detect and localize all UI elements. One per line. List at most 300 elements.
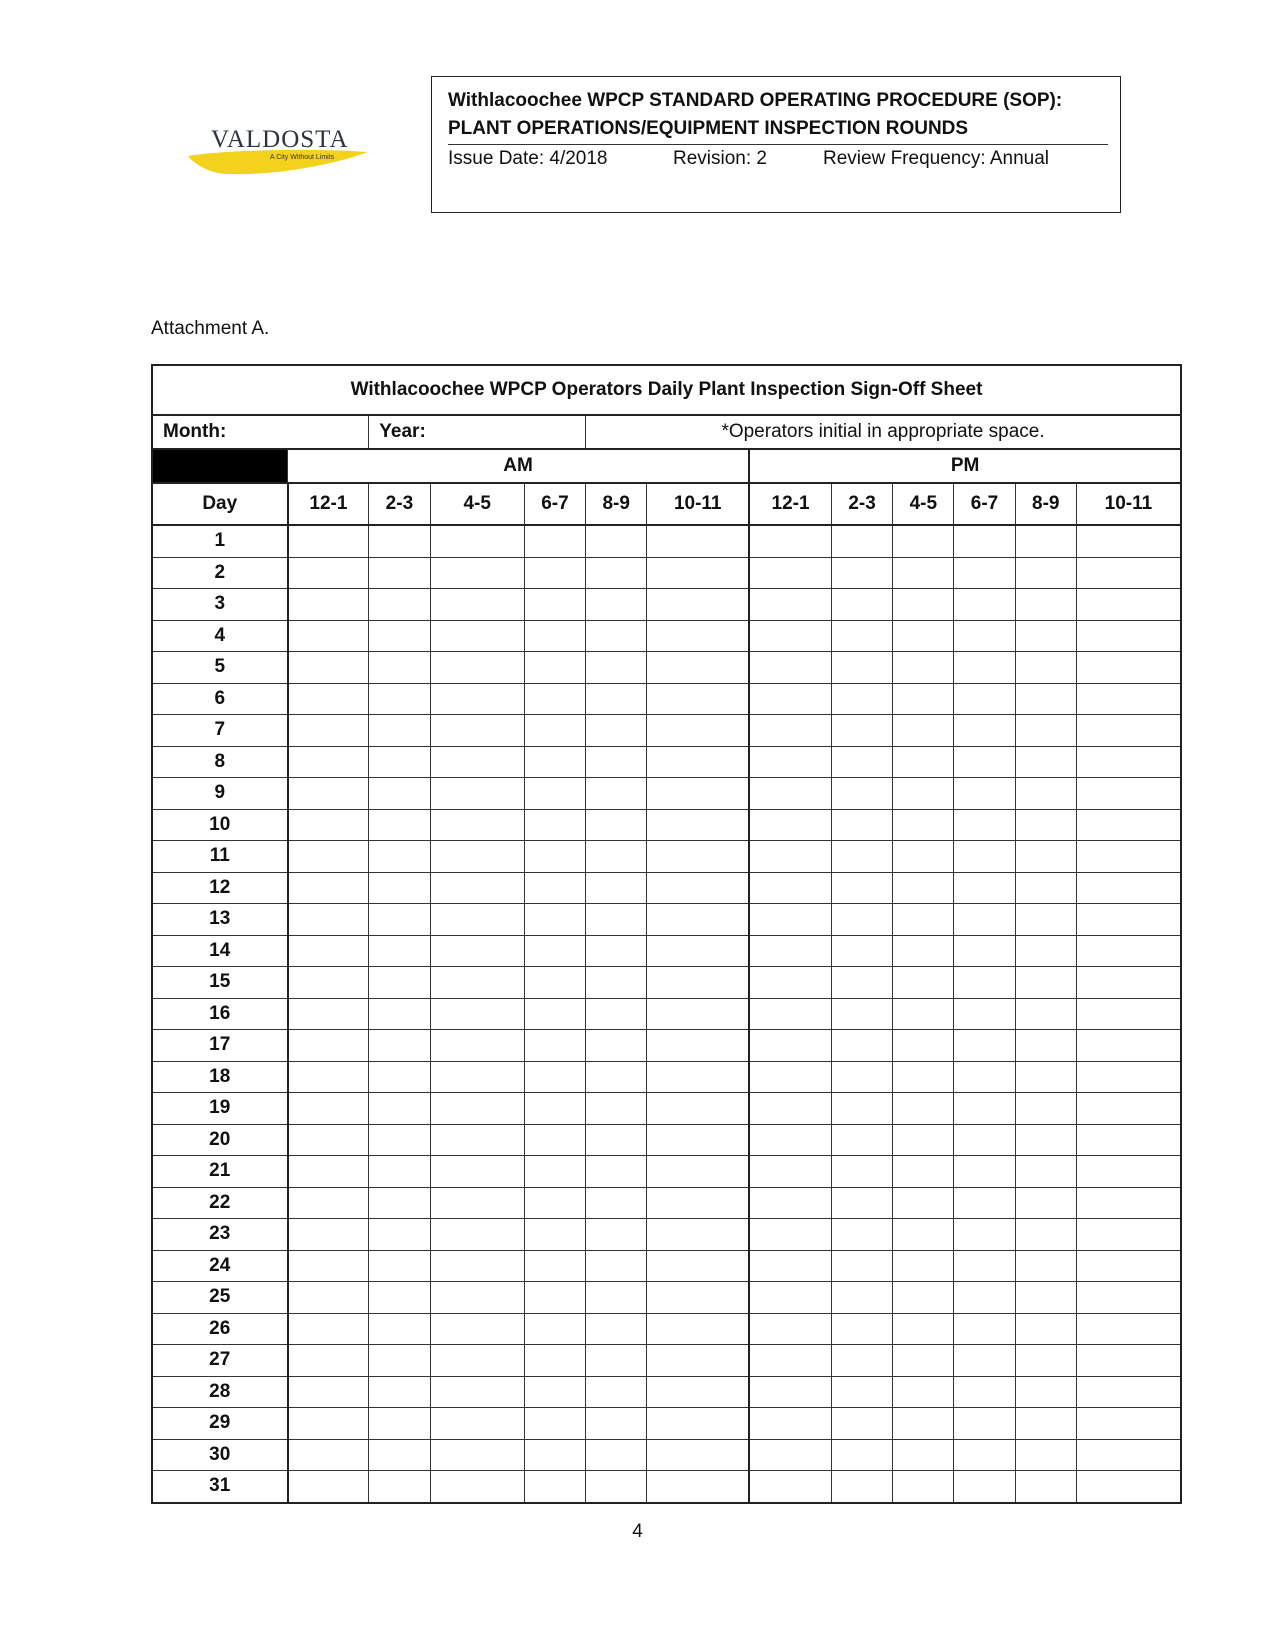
pm-initial-cell[interactable] [1015,809,1076,841]
am-initial-cell[interactable] [369,1093,430,1125]
pm-initial-cell[interactable] [749,1408,831,1440]
pm-initial-cell[interactable] [1015,1061,1076,1093]
am-initial-cell[interactable] [369,1187,430,1219]
am-initial-cell[interactable] [586,1124,647,1156]
pm-initial-cell[interactable] [893,1219,954,1251]
pm-initial-cell[interactable] [1076,1219,1181,1251]
pm-initial-cell[interactable] [749,1250,831,1282]
pm-initial-cell[interactable] [1015,935,1076,967]
pm-initial-cell[interactable] [831,1219,892,1251]
am-initial-cell[interactable] [369,1313,430,1345]
pm-initial-cell[interactable] [893,683,954,715]
pm-initial-cell[interactable] [831,525,892,557]
am-initial-cell[interactable] [586,998,647,1030]
am-initial-cell[interactable] [369,1282,430,1314]
am-initial-cell[interactable] [430,967,524,999]
pm-initial-cell[interactable] [831,746,892,778]
am-initial-cell[interactable] [586,746,647,778]
pm-initial-cell[interactable] [954,1219,1015,1251]
pm-initial-cell[interactable] [749,746,831,778]
pm-initial-cell[interactable] [749,1187,831,1219]
am-initial-cell[interactable] [288,1282,369,1314]
pm-initial-cell[interactable] [954,1408,1015,1440]
am-initial-cell[interactable] [288,935,369,967]
am-initial-cell[interactable] [647,589,749,621]
pm-initial-cell[interactable] [831,683,892,715]
pm-initial-cell[interactable] [749,809,831,841]
am-initial-cell[interactable] [647,1345,749,1377]
pm-initial-cell[interactable] [1015,998,1076,1030]
pm-initial-cell[interactable] [893,1376,954,1408]
pm-initial-cell[interactable] [831,589,892,621]
am-initial-cell[interactable] [369,778,430,810]
am-initial-cell[interactable] [430,1030,524,1062]
am-initial-cell[interactable] [647,1471,749,1503]
pm-initial-cell[interactable] [749,683,831,715]
pm-initial-cell[interactable] [1076,683,1181,715]
am-initial-cell[interactable] [586,904,647,936]
pm-initial-cell[interactable] [1076,1282,1181,1314]
pm-initial-cell[interactable] [831,652,892,684]
am-initial-cell[interactable] [369,715,430,747]
am-initial-cell[interactable] [369,683,430,715]
am-initial-cell[interactable] [586,1093,647,1125]
pm-initial-cell[interactable] [831,809,892,841]
am-initial-cell[interactable] [647,1124,749,1156]
pm-initial-cell[interactable] [893,746,954,778]
pm-initial-cell[interactable] [1076,1030,1181,1062]
pm-initial-cell[interactable] [831,1124,892,1156]
pm-initial-cell[interactable] [893,778,954,810]
pm-initial-cell[interactable] [954,1061,1015,1093]
am-initial-cell[interactable] [288,1439,369,1471]
am-initial-cell[interactable] [430,1061,524,1093]
pm-initial-cell[interactable] [1015,683,1076,715]
am-initial-cell[interactable] [430,683,524,715]
am-initial-cell[interactable] [369,557,430,589]
am-initial-cell[interactable] [586,809,647,841]
am-initial-cell[interactable] [430,715,524,747]
am-initial-cell[interactable] [288,1093,369,1125]
pm-initial-cell[interactable] [893,620,954,652]
am-initial-cell[interactable] [647,1219,749,1251]
am-initial-cell[interactable] [369,1219,430,1251]
pm-initial-cell[interactable] [1015,872,1076,904]
am-initial-cell[interactable] [369,1471,430,1503]
pm-initial-cell[interactable] [893,904,954,936]
pm-initial-cell[interactable] [831,1187,892,1219]
am-initial-cell[interactable] [524,1408,585,1440]
am-initial-cell[interactable] [586,715,647,747]
pm-initial-cell[interactable] [1015,1030,1076,1062]
pm-initial-cell[interactable] [1076,998,1181,1030]
am-initial-cell[interactable] [288,1219,369,1251]
pm-initial-cell[interactable] [893,1439,954,1471]
am-initial-cell[interactable] [430,1093,524,1125]
pm-initial-cell[interactable] [749,1061,831,1093]
pm-initial-cell[interactable] [749,620,831,652]
pm-initial-cell[interactable] [831,620,892,652]
pm-initial-cell[interactable] [954,778,1015,810]
pm-initial-cell[interactable] [1015,652,1076,684]
pm-initial-cell[interactable] [893,1313,954,1345]
am-initial-cell[interactable] [369,746,430,778]
pm-initial-cell[interactable] [1015,1471,1076,1503]
pm-initial-cell[interactable] [893,1124,954,1156]
pm-initial-cell[interactable] [749,652,831,684]
pm-initial-cell[interactable] [1076,1376,1181,1408]
am-initial-cell[interactable] [288,1030,369,1062]
pm-initial-cell[interactable] [954,904,1015,936]
am-initial-cell[interactable] [430,904,524,936]
pm-initial-cell[interactable] [831,1250,892,1282]
am-initial-cell[interactable] [430,1124,524,1156]
pm-initial-cell[interactable] [954,1471,1015,1503]
pm-initial-cell[interactable] [831,1408,892,1440]
am-initial-cell[interactable] [586,1219,647,1251]
pm-initial-cell[interactable] [1015,1439,1076,1471]
am-initial-cell[interactable] [369,589,430,621]
am-initial-cell[interactable] [430,525,524,557]
am-initial-cell[interactable] [430,778,524,810]
month-field[interactable] [152,415,369,449]
am-initial-cell[interactable] [288,841,369,873]
am-initial-cell[interactable] [586,1439,647,1471]
pm-initial-cell[interactable] [954,746,1015,778]
am-initial-cell[interactable] [647,904,749,936]
pm-initial-cell[interactable] [831,967,892,999]
am-initial-cell[interactable] [647,1376,749,1408]
pm-initial-cell[interactable] [1015,1187,1076,1219]
am-initial-cell[interactable] [586,872,647,904]
pm-initial-cell[interactable] [893,967,954,999]
pm-initial-cell[interactable] [831,1345,892,1377]
am-initial-cell[interactable] [430,1282,524,1314]
am-initial-cell[interactable] [647,1313,749,1345]
am-initial-cell[interactable] [288,998,369,1030]
pm-initial-cell[interactable] [954,1030,1015,1062]
am-initial-cell[interactable] [647,525,749,557]
pm-initial-cell[interactable] [749,589,831,621]
am-initial-cell[interactable] [288,1471,369,1503]
am-initial-cell[interactable] [524,1124,585,1156]
pm-initial-cell[interactable] [831,904,892,936]
am-initial-cell[interactable] [288,904,369,936]
am-initial-cell[interactable] [288,746,369,778]
am-initial-cell[interactable] [586,620,647,652]
pm-initial-cell[interactable] [1015,1345,1076,1377]
pm-initial-cell[interactable] [954,1439,1015,1471]
am-initial-cell[interactable] [647,872,749,904]
am-initial-cell[interactable] [369,841,430,873]
pm-initial-cell[interactable] [954,652,1015,684]
pm-initial-cell[interactable] [831,841,892,873]
pm-initial-cell[interactable] [749,1313,831,1345]
pm-initial-cell[interactable] [893,1093,954,1125]
am-initial-cell[interactable] [524,778,585,810]
am-initial-cell[interactable] [647,841,749,873]
am-initial-cell[interactable] [430,872,524,904]
am-initial-cell[interactable] [369,620,430,652]
am-initial-cell[interactable] [430,841,524,873]
pm-initial-cell[interactable] [749,1282,831,1314]
am-initial-cell[interactable] [369,904,430,936]
am-initial-cell[interactable] [586,589,647,621]
pm-initial-cell[interactable] [1015,525,1076,557]
am-initial-cell[interactable] [430,652,524,684]
am-initial-cell[interactable] [430,620,524,652]
am-initial-cell[interactable] [524,1471,585,1503]
pm-initial-cell[interactable] [749,935,831,967]
am-initial-cell[interactable] [524,1219,585,1251]
pm-initial-cell[interactable] [1015,589,1076,621]
pm-initial-cell[interactable] [749,872,831,904]
am-initial-cell[interactable] [288,872,369,904]
pm-initial-cell[interactable] [831,935,892,967]
pm-initial-cell[interactable] [1076,589,1181,621]
am-initial-cell[interactable] [524,746,585,778]
am-initial-cell[interactable] [647,1030,749,1062]
am-initial-cell[interactable] [369,998,430,1030]
pm-initial-cell[interactable] [749,778,831,810]
am-initial-cell[interactable] [586,1187,647,1219]
pm-initial-cell[interactable] [1076,715,1181,747]
pm-initial-cell[interactable] [954,841,1015,873]
pm-initial-cell[interactable] [749,525,831,557]
am-initial-cell[interactable] [647,1156,749,1188]
pm-initial-cell[interactable] [954,1313,1015,1345]
year-field[interactable] [369,415,586,449]
am-initial-cell[interactable] [288,715,369,747]
am-initial-cell[interactable] [524,1313,585,1345]
am-initial-cell[interactable] [586,525,647,557]
pm-initial-cell[interactable] [893,557,954,589]
pm-initial-cell[interactable] [1076,525,1181,557]
am-initial-cell[interactable] [430,1439,524,1471]
pm-initial-cell[interactable] [831,778,892,810]
pm-initial-cell[interactable] [954,998,1015,1030]
pm-initial-cell[interactable] [831,1439,892,1471]
pm-initial-cell[interactable] [1015,1313,1076,1345]
pm-initial-cell[interactable] [1015,1376,1076,1408]
am-initial-cell[interactable] [369,1439,430,1471]
am-initial-cell[interactable] [524,652,585,684]
pm-initial-cell[interactable] [831,715,892,747]
am-initial-cell[interactable] [524,1093,585,1125]
pm-initial-cell[interactable] [831,872,892,904]
am-initial-cell[interactable] [647,1439,749,1471]
am-initial-cell[interactable] [288,809,369,841]
am-initial-cell[interactable] [524,841,585,873]
am-initial-cell[interactable] [524,1282,585,1314]
pm-initial-cell[interactable] [831,1376,892,1408]
am-initial-cell[interactable] [586,841,647,873]
am-initial-cell[interactable] [430,809,524,841]
am-initial-cell[interactable] [369,1250,430,1282]
am-initial-cell[interactable] [586,935,647,967]
am-initial-cell[interactable] [586,652,647,684]
am-initial-cell[interactable] [586,778,647,810]
pm-initial-cell[interactable] [893,652,954,684]
pm-initial-cell[interactable] [1076,1345,1181,1377]
pm-initial-cell[interactable] [954,1282,1015,1314]
pm-initial-cell[interactable] [893,1282,954,1314]
am-initial-cell[interactable] [288,1187,369,1219]
am-initial-cell[interactable] [369,1408,430,1440]
pm-initial-cell[interactable] [954,872,1015,904]
pm-initial-cell[interactable] [954,1124,1015,1156]
am-initial-cell[interactable] [288,1408,369,1440]
am-initial-cell[interactable] [288,1124,369,1156]
am-initial-cell[interactable] [524,589,585,621]
pm-initial-cell[interactable] [1015,1093,1076,1125]
pm-initial-cell[interactable] [749,904,831,936]
am-initial-cell[interactable] [288,1156,369,1188]
am-initial-cell[interactable] [586,1408,647,1440]
pm-initial-cell[interactable] [1015,1282,1076,1314]
am-initial-cell[interactable] [524,904,585,936]
am-initial-cell[interactable] [430,1408,524,1440]
am-initial-cell[interactable] [524,809,585,841]
am-initial-cell[interactable] [430,935,524,967]
am-initial-cell[interactable] [524,1376,585,1408]
am-initial-cell[interactable] [586,683,647,715]
pm-initial-cell[interactable] [1076,1093,1181,1125]
pm-initial-cell[interactable] [749,1219,831,1251]
am-initial-cell[interactable] [524,1250,585,1282]
am-initial-cell[interactable] [369,935,430,967]
am-initial-cell[interactable] [586,1471,647,1503]
pm-initial-cell[interactable] [749,841,831,873]
pm-initial-cell[interactable] [954,525,1015,557]
pm-initial-cell[interactable] [1015,904,1076,936]
am-initial-cell[interactable] [586,1345,647,1377]
pm-initial-cell[interactable] [749,1439,831,1471]
am-initial-cell[interactable] [430,746,524,778]
pm-initial-cell[interactable] [1076,1124,1181,1156]
am-initial-cell[interactable] [524,998,585,1030]
pm-initial-cell[interactable] [1015,778,1076,810]
pm-initial-cell[interactable] [749,967,831,999]
pm-initial-cell[interactable] [1076,1187,1181,1219]
am-initial-cell[interactable] [524,715,585,747]
pm-initial-cell[interactable] [954,589,1015,621]
am-initial-cell[interactable] [369,1345,430,1377]
pm-initial-cell[interactable] [749,998,831,1030]
pm-initial-cell[interactable] [749,715,831,747]
am-initial-cell[interactable] [647,1282,749,1314]
am-initial-cell[interactable] [430,1376,524,1408]
pm-initial-cell[interactable] [831,1313,892,1345]
pm-initial-cell[interactable] [1076,809,1181,841]
pm-initial-cell[interactable] [1076,1156,1181,1188]
am-initial-cell[interactable] [288,525,369,557]
am-initial-cell[interactable] [288,1345,369,1377]
pm-initial-cell[interactable] [1076,872,1181,904]
am-initial-cell[interactable] [288,652,369,684]
pm-initial-cell[interactable] [893,589,954,621]
pm-initial-cell[interactable] [954,967,1015,999]
pm-initial-cell[interactable] [954,557,1015,589]
pm-initial-cell[interactable] [749,1156,831,1188]
pm-initial-cell[interactable] [1015,620,1076,652]
am-initial-cell[interactable] [647,998,749,1030]
am-initial-cell[interactable] [524,1156,585,1188]
pm-initial-cell[interactable] [954,1250,1015,1282]
pm-initial-cell[interactable] [1015,841,1076,873]
am-initial-cell[interactable] [647,1093,749,1125]
pm-initial-cell[interactable] [1076,904,1181,936]
am-initial-cell[interactable] [524,1439,585,1471]
pm-initial-cell[interactable] [954,620,1015,652]
am-initial-cell[interactable] [430,589,524,621]
am-initial-cell[interactable] [647,715,749,747]
pm-initial-cell[interactable] [1076,967,1181,999]
pm-initial-cell[interactable] [954,1093,1015,1125]
pm-initial-cell[interactable] [1076,1471,1181,1503]
am-initial-cell[interactable] [647,557,749,589]
pm-initial-cell[interactable] [1076,1408,1181,1440]
am-initial-cell[interactable] [430,1187,524,1219]
am-initial-cell[interactable] [369,1376,430,1408]
pm-initial-cell[interactable] [749,1030,831,1062]
am-initial-cell[interactable] [524,967,585,999]
pm-initial-cell[interactable] [954,1376,1015,1408]
pm-initial-cell[interactable] [1076,841,1181,873]
am-initial-cell[interactable] [524,525,585,557]
am-initial-cell[interactable] [647,967,749,999]
pm-initial-cell[interactable] [831,998,892,1030]
am-initial-cell[interactable] [586,1376,647,1408]
am-initial-cell[interactable] [524,1061,585,1093]
pm-initial-cell[interactable] [1076,652,1181,684]
am-initial-cell[interactable] [288,620,369,652]
pm-initial-cell[interactable] [954,683,1015,715]
pm-initial-cell[interactable] [1076,1439,1181,1471]
pm-initial-cell[interactable] [831,1471,892,1503]
pm-initial-cell[interactable] [893,1250,954,1282]
am-initial-cell[interactable] [430,1345,524,1377]
pm-initial-cell[interactable] [749,557,831,589]
pm-initial-cell[interactable] [893,715,954,747]
pm-initial-cell[interactable] [1015,1219,1076,1251]
am-initial-cell[interactable] [647,652,749,684]
pm-initial-cell[interactable] [749,1376,831,1408]
pm-initial-cell[interactable] [1015,1124,1076,1156]
am-initial-cell[interactable] [647,683,749,715]
pm-initial-cell[interactable] [749,1471,831,1503]
am-initial-cell[interactable] [430,1313,524,1345]
am-initial-cell[interactable] [586,1030,647,1062]
pm-initial-cell[interactable] [831,1030,892,1062]
pm-initial-cell[interactable] [749,1345,831,1377]
am-initial-cell[interactable] [288,589,369,621]
pm-initial-cell[interactable] [954,715,1015,747]
pm-initial-cell[interactable] [893,841,954,873]
pm-initial-cell[interactable] [831,1061,892,1093]
pm-initial-cell[interactable] [954,1156,1015,1188]
am-initial-cell[interactable] [430,1156,524,1188]
pm-initial-cell[interactable] [1076,620,1181,652]
am-initial-cell[interactable] [288,778,369,810]
am-initial-cell[interactable] [369,1124,430,1156]
am-initial-cell[interactable] [586,1250,647,1282]
am-initial-cell[interactable] [369,967,430,999]
pm-initial-cell[interactable] [1015,967,1076,999]
am-initial-cell[interactable] [647,935,749,967]
pm-initial-cell[interactable] [893,1030,954,1062]
am-initial-cell[interactable] [288,1250,369,1282]
